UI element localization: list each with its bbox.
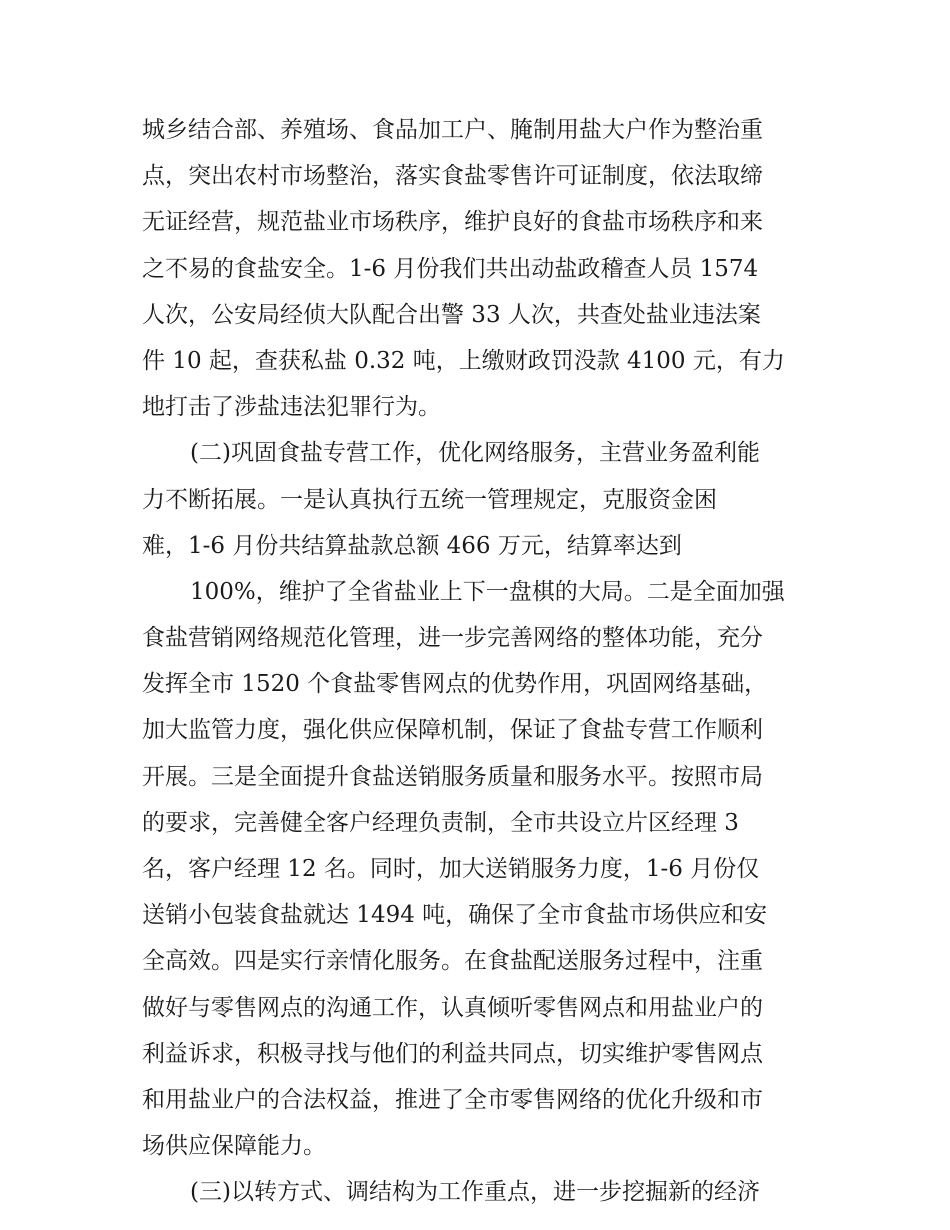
text-line: 全高效。四是实行亲情化服务。在食盐配送服务过程中，注重 [142, 948, 763, 975]
text-line: 食盐营销网络规范化管理，进一步完善网络的整体功能，充分 [142, 625, 763, 652]
text-line: 件 10 起，查获私盐 0.32 吨，上缴财政罚没款 4100 元，有力 [142, 347, 785, 374]
document-body [142, 107, 842, 1216]
text-line: 和用盐业户的合法权益，推进了全市零售网络的优化升级和市 [142, 1086, 763, 1113]
text-line: 场供应保障能力。 [142, 1133, 326, 1160]
text-line: 的要求，完善健全客户经理负责制，全市共设立片区经理 3 [142, 809, 739, 836]
text-line: 点，突出农村市场整治，落实食盐零售许可证制度，依法取缔 [142, 163, 763, 190]
text-line: 做好与零售网点的沟通工作，认真倾听零售网点和用盐业户的 [142, 994, 763, 1021]
text-line: 地打击了涉盐违法犯罪行为。 [142, 394, 441, 421]
text-line: 开展。三是全面提升食盐送销服务质量和服务水平。按照市局 [142, 763, 763, 790]
section-heading-2: (二)巩固食盐专营工作，优化网络服务，主营业务盈利能 [190, 440, 760, 467]
section-heading-3: (三)以转方式、调结构为工作重点，进一步挖掘新的经济 [190, 1179, 760, 1206]
text-line: 力不断拓展。一是认真执行五统一管理规定，克服资金困 [142, 486, 717, 513]
text-line: 无证经营，规范盐业市场秩序，维护良好的食盐市场秩序和来 [142, 209, 763, 236]
text-line: 之不易的食盐安全。1-6 月份我们共出动盐政稽查人员 1574 [142, 255, 759, 282]
text-line: 送销小包装食盐就达 1494 吨，确保了全市食盐市场供应和安 [142, 902, 768, 929]
text-line: 难，1-6 月份共结算盐款总额 466 万元，结算率达到 [142, 532, 682, 559]
text-line: 利益诉求，积极寻找与他们的利益共同点，切实维护零售网点 [142, 1040, 763, 1067]
text-line: 人次，公安局经侦大队配合出警 33 人次，共查处盐业违法案 [142, 301, 761, 328]
text-line: 城乡结合部、养殖场、食品加工户、腌制用盐大户作为整治重 [142, 117, 763, 143]
text-line: 100%，维护了全省盐业上下一盘棋的大局。二是全面加强 [190, 578, 785, 605]
text-line: 发挥全市 1520 个食盐零售网点的优势作用，巩固网络基础， [142, 671, 768, 698]
text-line: 加大监管力度，强化供应保障机制，保证了食盐专营工作顺利 [142, 717, 763, 744]
text-line: 名，客户经理 12 名。同时，加大送销服务力度，1-6 月份仅 [142, 856, 760, 882]
